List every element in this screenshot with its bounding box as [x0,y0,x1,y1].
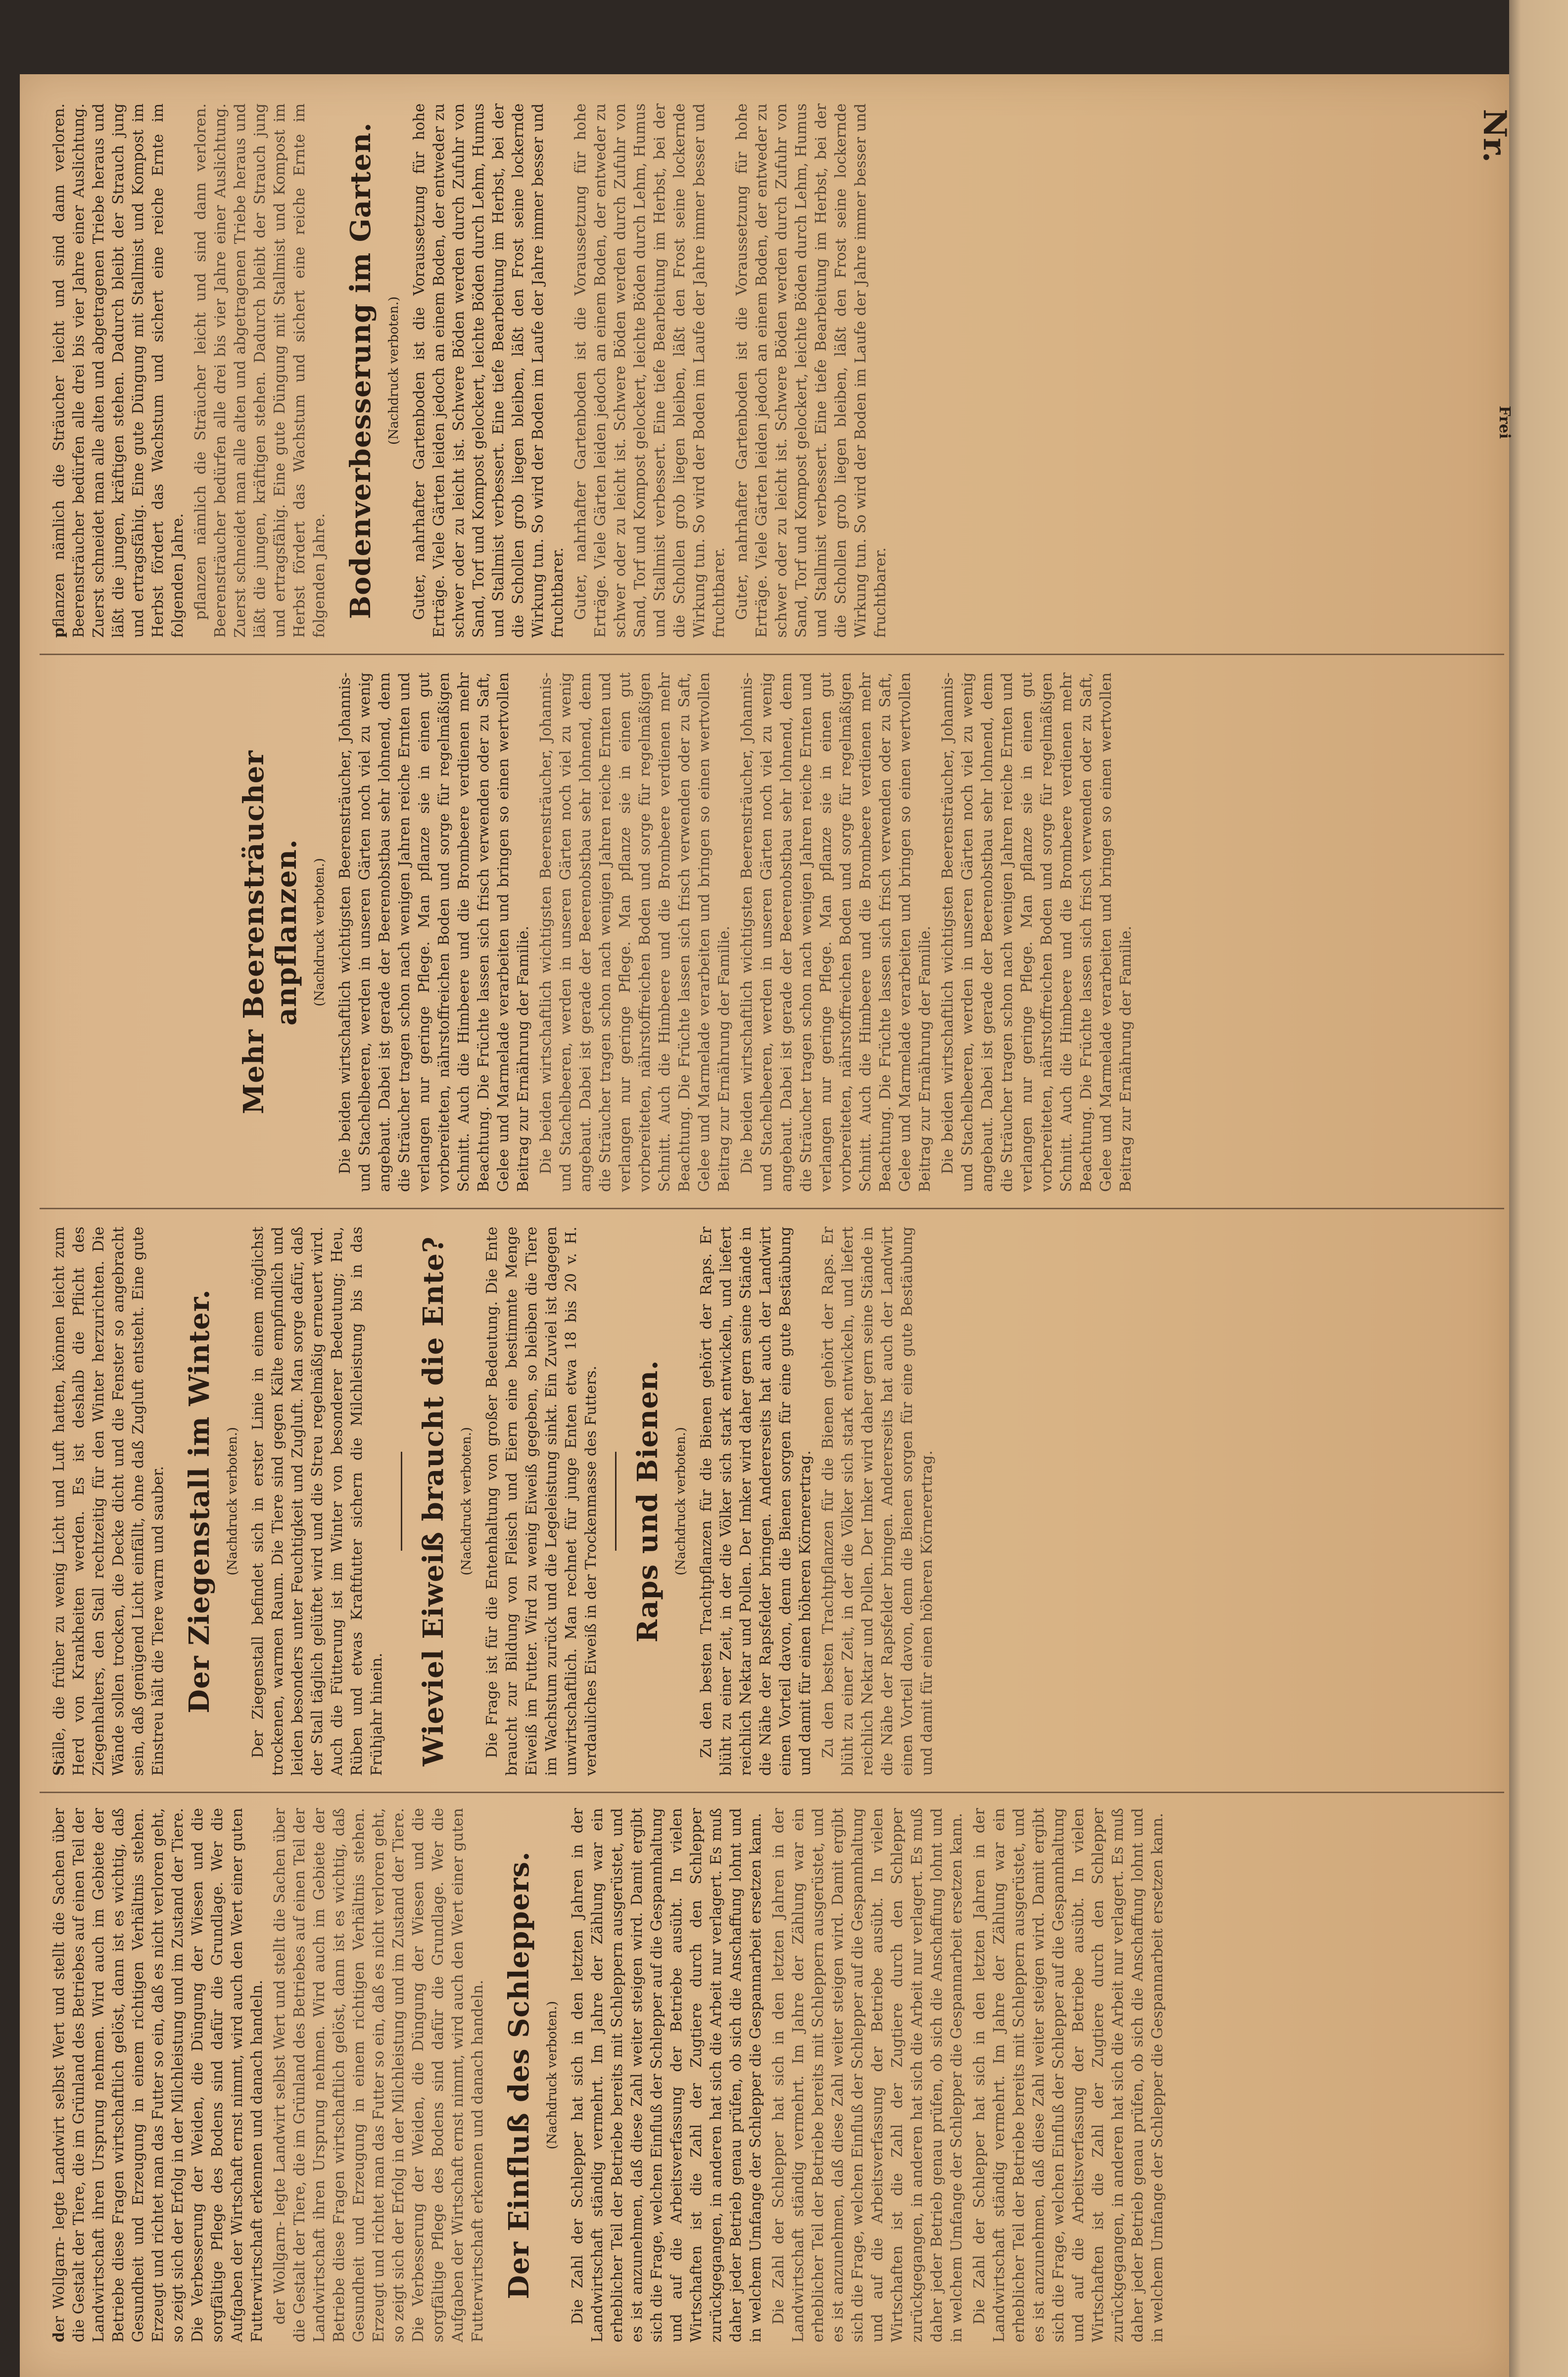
article-text: Die Zahl der Schlepper hat sich in den letzten Jahren in der Landwirtschaft ständig vermehrt. Im Jahre der Zählung war ein erheblicher Teil der Betriebe bereits mit Schleppern ausgerüstet, und es ist anzunehmen, daß diese Zahl weiter steigen wird. Damit ergibt sich die Frage, welchen Einfluß der Schlepper auf die Gespannhaltung und auf die Arbeitsverfassung der Betriebe ausübt. In vielen Wirtschaften ist die Zahl der Zugtiere durch den Schlepper zurückgegangen, in anderen hat sich die Arbeit nur verlagert. Es muß daher jeder Betrieb genau prüfen, ob sich die Anschaffung lohnt und in welchem Umfange der Schlepper die Gespannarbeit ersetzen kann. [569,1808,764,2342]
column-rule [40,1792,1504,1793]
article-text: Die beiden wirtschaftlich wichtigsten Beerensträucher, Johannis- und Stachelbeeren, werden in unseren Gärten noch viel zu wenig angebaut. Dabei ist gerade der Beerenobstbau sehr lohnend, denn die Sträucher tragen schon nach wenigen Jahren reiche Ernten und verlangen nur geringe Pflege. Man pflanze sie in einen gut vorbereiteten, nährstoffreichen Boden und sorge für regelmäßigen Schnitt. Auch die Himbeere und die Brombeere verdienen mehr Beachtung. Die Früchte lassen sich frisch verwenden oder zu Saft, Gelee und Marmelade verarbeiten und bringen so einen wertvollen Beitrag zur Ernährung der Familie. [537,672,733,1192]
article-text: Der Ziegenstall befindet sich in erster Linie in einem möglichst trockenen, warmen Raum. Die Tiere sind gegen Kälte empfindlich und leiden besonders unter Feuchtigkeit und Zugluft. Man sorge dafür, daß der Stall täglich gelüftet wird und die Streu regelmäßig erneuert wird. Auch die Fütterung ist im Winter von besonderer Bedeutung; Heu, Rüben und etwas Kraftfutter sichern die Milchleistung bis in das Frühjahr hinein. [249,1227,385,1776]
column-rule [40,1208,1504,1209]
article-text: Guter, nahrhafter Gartenboden ist die Voraussetzung für hohe Erträge. Viele Gärten leiden jedoch an einem Boden, der entweder zu schwer oder zu leicht ist. Schwere Böden werden durch Zufuhr von Sand, Torf und Kompost gelockert, leichte Böden durch Lehm, Humus und Stallmist verbessert. Eine tiefe Bearbeitung im Herbst, bei der die Schollen grob liegen bleiben, läßt den Frost seine lockernde Wirkung tun. So wird der Boden im Laufe der Jahre immer besser und fruchtbarer. [733,103,889,638]
reprint-note: (Nachdruck verboten.) [673,1427,688,1575]
column-2 [49,1227,1484,1776]
separator-rule [615,1452,617,1551]
article-text: der Wollgarn- legte Landwirt selbst Wert und stellt die Sachen über die Gestalt der Tiere, die im Grünland des Betriebes auf einen Teil der Landwirtschaft ihren Ursprung nehmen. Wird auch im Gebiete der Betriebe diese Fragen wirtschaftlich gelöst, dann ist es wichtig, daß Gesundheit und Erzeugung in einem richtigen Verhältnis stehen. Erzeugt und richtet man das Futter so ein, daß es nicht verloren geht, so zeigt sich der Erfolg in der Milchleistung und im Zustand der Tiere. Die Verbesserung der Weiden, die Düngung der Wiesen und die sorgfältige Pflege des Bodens sind dafür die Grundlage. Wer die Aufgaben der Wirtschaft ernst nimmt, wird auch den Wert einer guten Futterwirtschaft erkennen und danach handeln. [50,1808,266,2342]
article-text: Die Zahl der Schlepper hat sich in den letzten Jahren in der Landwirtschaft ständig vermehrt. Im Jahre der Zählung war ein erheblicher Teil der Betriebe bereits mit Schleppern ausgerüstet, und es ist anzunehmen, daß diese Zahl weiter steigen wird. Damit ergibt sich die Frage, welchen Einfluß der Schlepper auf die Gespannhaltung und auf die Arbeitsverfassung der Betriebe ausübt. In vielen Wirtschaften ist die Zahl der Zugtiere durch den Schlepper zurückgegangen, in anderen hat sich die Arbeit nur verlagert. Es muß daher jeder Betrieb genau prüfen, ob sich die Anschaffung lohnt und in welchem Umfange der Schlepper die Gespannarbeit ersetzen kann. [971,1808,1166,2342]
article-text: pflanzen nämlich die Sträucher leicht und sind dann verloren. Beerensträucher bedürfen alle drei bis vier Jahre einer Auslichtung. Zuerst schneidet man alle alten und abgetragenen Triebe heraus und läßt die jungen, kräftigen stehen. Dadurch bleibt der Strauch jung und ertragsfähig. Eine gute Düngung mit Stallmist und Kompost im Herbst fördert das Wachstum und sichert eine reiche Ernte im folgenden Jahre. [50,103,187,638]
article-text: Die beiden wirtschaftlich wichtigsten Beerensträucher, Johannis- und Stachelbeeren, werden in unseren Gärten noch viel zu wenig angebaut. Dabei ist gerade der Beerenobstbau sehr lohnend, denn die Sträucher tragen schon nach wenigen Jahren reiche Ernten und verlangen nur geringe Pflege. Man pflanze sie in einen gut vorbereiteten, nährstoffreichen Boden und sorge für regelmäßigen Schnitt. Auch die Himbeere und die Brombeere verdienen mehr Beachtung. Die Früchte lassen sich frisch verwenden oder zu Saft, Gelee und Marmelade verarbeiten und bringen so einen wertvollen Beitrag zur Ernährung der Familie. [939,672,1135,1192]
adjacent-page-edge [1476,0,1568,2377]
article-text: Ställe, die früher zu wenig Licht und Luft hatten, können leicht zum Herd von Krankheiten werden. Es ist deshalb die Pflicht des Ziegenhalters, den Stall rechtzeitig für den Winter herzurichten. Die Wände sollen trocken, die Decke dicht und die Fenster so angebracht sein, daß genügend Licht einfällt, ohne daß Zugluft entsteht. Eine gute Einstreu hält die Tiere warm und sauber. [50,1227,167,1776]
article-text: Guter, nahrhafter Gartenboden ist die Voraussetzung für hohe Erträge. Viele Gärten leiden jedoch an einem Boden, der entweder zu schwer oder zu leicht ist. Schwere Böden werden durch Zufuhr von Sand, Torf und Kompost gelockert, leichte Böden durch Lehm, Humus und Stallmist verbessert. Eine tiefe Bearbeitung im Herbst, bei der die Schollen grob liegen bleiben, läßt den Frost seine lockernde Wirkung tun. So wird der Boden im Laufe der Jahre immer besser und fruchtbarer. [572,103,728,638]
article-text: der Wollgarn- legte Landwirt selbst Wert und stellt die Sachen über die Gestalt der Tiere, die im Grünland des Betriebes auf einen Teil der Landwirtschaft ihren Ursprung nehmen. Wird auch im Gebiete der Betriebe diese Fragen wirtschaftlich gelöst, dann ist es wichtig, daß Gesundheit und Erzeugung in einem richtigen Verhältnis stehen. Erzeugt und richtet man das Futter so ein, daß es nicht verloren geht, so zeigt sich der Erfolg in der Milchleistung und im Zustand der Tiere. Die Verbesserung der Weiden, die Düngung der Wiesen und die sorgfältige Pflege des Bodens sind dafür die Grundlage. Wer die Aufgaben der Wirtschaft ernst nimmt, wird auch den Wert einer guten Futterwirtschaft erkennen und danach handeln. [271,1808,486,2342]
next-page-fragment: Nr. [1476,109,1513,163]
article-heading: Der Ziegenstall im Winter. [183,1289,216,1713]
article-heading: Mehr Beerensträucher anpflanzen. [238,750,303,1114]
reprint-note: (Nachdruck verboten.) [386,296,401,445]
article-text: Die beiden wirtschaftlich wichtigsten Beerensträucher, Johannis- und Stachelbeeren, werden in unseren Gärten noch viel zu wenig angebaut. Dabei ist gerade der Beerenobstbau sehr lohnend, denn die Sträucher tragen schon nach wenigen Jahren reiche Ernten und verlangen nur geringe Pflege. Man pflanze sie in einen gut vorbereiteten, nährstoffreichen Boden und sorge für regelmäßigen Schnitt. Auch die Himbeere und die Brombeere verdienen mehr Beachtung. Die Früchte lassen sich frisch verwenden oder zu Saft, Gelee und Marmelade verarbeiten und bringen so einen wertvollen Beitrag zur Ernährung der Familie. [738,672,934,1192]
article-heading: Bodenverbesserung im Garten. [344,122,377,619]
article-text: pflanzen nämlich die Sträucher leicht und sind dann verloren. Beerensträucher bedürfen alle drei bis vier Jahre einer Auslichtung. Zuerst schneidet man alle alten und abgetragenen Triebe heraus und läßt die jungen, kräftigen stehen. Dadurch bleibt der Strauch jung und ertragsfähig. Eine gute Düngung mit Stallmist und Kompost im Herbst fördert das Wachstum und sichert eine reiche Ernte im folgenden Jahre. [192,103,328,638]
rotated-page-content [20,74,1509,2377]
article-heading: Raps und Bienen. [631,1360,664,1643]
column-3 [49,672,1484,1192]
article-text: Zu den besten Trachtpflanzen für die Bienen gehört der Raps. Er blüht zu einer Zeit, in der die Völker sich stark entwickeln, und liefert reichlich Nektar und Pollen. Der Imker wird daher gern seine Stände in die Nähe der Rapsfelder bringen. Andererseits hat auch der Landwirt einen Vorteil davon, denn die Bienen sorgen für eine gute Bestäubung und damit für einen höheren Körnerertrag. [698,1227,814,1776]
reprint-note: (Nachdruck verboten.) [545,2001,560,2149]
article-text: Die Zahl der Schlepper hat sich in den letzten Jahren in der Landwirtschaft ständig vermehrt. Im Jahre der Zählung war ein erheblicher Teil der Betriebe bereits mit Schleppern ausgerüstet, und es ist anzunehmen, daß diese Zahl weiter steigen wird. Damit ergibt sich die Frage, welchen Einfluß der Schlepper auf die Gespannhaltung und auf die Arbeitsverfassung der Betriebe ausübt. In vielen Wirtschaften ist die Zahl der Zugtiere durch den Schlepper zurückgegangen, in anderen hat sich die Arbeit nur verlagert. Es muß daher jeder Betrieb genau prüfen, ob sich die Anschaffung lohnt und in welchem Umfange der Schlepper die Gespannarbeit ersetzen kann. [770,1808,965,2342]
column-rule [40,654,1504,655]
column-4 [49,103,1484,638]
article-text: Guter, nahrhafter Gartenboden ist die Voraussetzung für hohe Erträge. Viele Gärten leiden jedoch an einem Boden, der entweder zu schwer oder zu leicht ist. Schwere Böden werden durch Zufuhr von Sand, Torf und Kompost gelockert, leichte Böden durch Lehm, Humus und Stallmist verbessert. Eine tiefe Bearbeitung im Herbst, bei der die Schollen grob liegen bleiben, läßt den Frost seine lockernde Wirkung tun. So wird der Boden im Laufe der Jahre immer besser und fruchtbarer. [411,103,567,638]
article-heading: Wieviel Eiweiß braucht die Ente? [417,1236,450,1766]
next-page-fragment: Frei [1496,406,1513,439]
reprint-note: (Nachdruck verboten.) [225,1427,240,1575]
reprint-note: (Nachdruck verboten.) [312,858,327,1006]
separator-rule [401,1452,402,1551]
column-1 [49,1808,1484,2342]
article-heading: Der Einfluß des Schleppers. [503,1851,535,2299]
article-text: Die Frage ist für die Entenhaltung von großer Bedeutung. Die Ente braucht zur Bildung von Fleisch und Eiern eine bestimmte Menge Eiweiß im Futter. Wird zu wenig Eiweiß gegeben, so bleiben die Tiere im Wachstum zurück und die Legeleistung sinkt. Ein Zuviel ist dagegen unwirtschaftlich. Man rechnet für junge Enten etwa 18 bis 20 v. H. verdauliches Eiweiß in der Trockenmasse des Futters. [483,1227,600,1776]
article-text: Zu den besten Trachtpflanzen für die Bienen gehört der Raps. Er blüht zu einer Zeit, in der die Völker sich stark entwickeln, und liefert reichlich Nektar und Pollen. Der Imker wird daher gern seine Stände in die Nähe der Rapsfelder bringen. Andererseits hat auch der Landwirt einen Vorteil davon, denn die Bienen sorgen für eine gute Bestäubung und damit für einen höheren Körnerertrag. [819,1227,936,1776]
article-text: Die beiden wirtschaftlich wichtigsten Beerensträucher, Johannis- und Stachelbeeren, werden in unseren Gärten noch viel zu wenig angebaut. Dabei ist gerade der Beerenobstbau sehr lohnend, denn die Sträucher tragen schon nach wenigen Jahren reiche Ernten und verlangen nur geringe Pflege. Man pflanze sie in einen gut vorbereiteten, nährstoffreichen Boden und sorge für regelmäßigen Schnitt. Auch die Himbeere und die Brombeere verdienen mehr Beachtung. Die Früchte lassen sich frisch verwenden oder zu Saft, Gelee und Marmelade verarbeiten und bringen so einen wertvollen Beitrag zur Ernährung der Familie. [336,672,532,1192]
reprint-note: (Nachdruck verboten.) [459,1427,474,1575]
